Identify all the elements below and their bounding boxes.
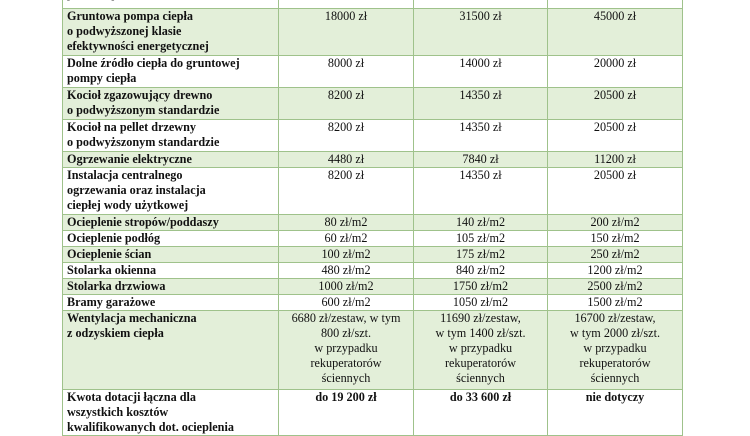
table-row: [63, 279, 683, 295]
cell-line: Ocieplenie ścian: [67, 247, 152, 261]
cell-line: 600 zł/m2: [321, 295, 371, 309]
table-row: [63, 215, 683, 231]
cell-line: rekuperatorów: [579, 356, 651, 370]
table-cell-value-3: [548, 279, 683, 295]
cell-line: 4480 zł: [327, 152, 365, 166]
table-cell-value-3: [548, 88, 683, 120]
table-cell-value-1: [279, 9, 414, 56]
table-cell-value-3: [548, 247, 683, 263]
cell-line: 8200 zł: [327, 168, 365, 182]
table-row: [63, 56, 683, 88]
table-cell-name: [63, 215, 279, 231]
table-cell-value-3: [548, 231, 683, 247]
table-cell: [279, 0, 414, 9]
table-row: [63, 88, 683, 120]
cell-line: rekuperatorów: [310, 356, 382, 370]
cell-line: 20500 zł: [593, 168, 637, 182]
table-cell-value-1: [279, 120, 414, 152]
cell-line: ściennych: [456, 371, 505, 385]
table-row: [63, 9, 683, 56]
cell-line: 14350 zł: [459, 168, 502, 182]
cell-line: Bramy garażowe: [67, 295, 156, 309]
table-cell-value-1: [279, 295, 414, 311]
cell-line: w tym 2000 zł/szt.: [569, 326, 661, 340]
cell-line: w przypadku: [448, 341, 513, 355]
cell-line: Wentylacja mechaniczna: [67, 311, 197, 325]
cell-line: Kwota dotacji łączna dla: [67, 390, 196, 404]
cell-line: Gruntowa pompa ciepła: [67, 9, 193, 23]
cell-line: Instalacja centralnego: [67, 168, 183, 182]
table-cell-value-1: [279, 247, 414, 263]
table-cell-value-1: [279, 152, 414, 168]
table-cell-name: [63, 88, 279, 120]
cell-line: 1000 zł/m2: [318, 279, 374, 293]
cell-line: 840 zł/m2: [455, 263, 506, 277]
cell-line: do 19 200 zł: [315, 390, 377, 404]
table-cell-value-3: [548, 390, 683, 436]
cell-line: Ogrzewanie elektryczne: [67, 152, 192, 166]
cell-line: 1200 zł/m2: [587, 263, 643, 277]
table-cell-value-2: [414, 9, 548, 56]
table-row: [63, 168, 683, 215]
cell-line: o podwyższonym standardzie: [67, 103, 220, 117]
cell-line: Stolarka drzwiowa: [67, 279, 166, 293]
cell-line: z odzyskiem ciepła: [67, 326, 164, 340]
cell-line: ciepłej wody użytkowej: [67, 198, 189, 212]
cell-line: ściennych: [590, 371, 640, 385]
table-cell-value-3: [548, 56, 683, 88]
table-cell-value-1: [279, 263, 414, 279]
cell-line: 14350 zł: [459, 88, 502, 102]
cell-line: Kocioł zgazowujący drewno: [67, 88, 213, 102]
table-cell-value-3: [548, 120, 683, 152]
cell-line: Kocioł na pellet drzewny: [67, 120, 196, 134]
table-row: [63, 263, 683, 279]
table-cell-name: [63, 295, 279, 311]
cell-line: 45000 zł: [593, 9, 637, 23]
table-cell-value-2: [414, 120, 548, 152]
table-row: [63, 152, 683, 168]
cell-line: 6680 zł/zestaw, w tym: [291, 311, 401, 325]
table-cell-value-2: [414, 56, 548, 88]
table-cell-name: [63, 120, 279, 152]
cell-line: ściennych: [321, 371, 371, 385]
table-cell-value-2: [414, 247, 548, 263]
cell-line: 60 zł/m2: [324, 231, 368, 245]
table-cell-value-2: [414, 390, 548, 436]
table-cell: [414, 0, 548, 9]
cell-line: 105 zł/m2: [455, 231, 506, 245]
cell-line: 1050 zł/m2: [452, 295, 509, 309]
cell-line: 8000 zł: [327, 56, 365, 70]
table-cell-value-2: [414, 88, 548, 120]
table-cell-value-1: [279, 168, 414, 215]
table-cell-value-3: [548, 295, 683, 311]
cell-line: kwalifikowanych dot. ocieplenia: [67, 420, 234, 434]
table-cell-value-1: [279, 231, 414, 247]
cell-line: pompy ciepła: [67, 71, 137, 85]
cell-line: o podwyższonej klasie: [67, 24, 182, 38]
cell-line: efektywności energetycznej: [67, 39, 209, 53]
table-row-partial: [63, 0, 683, 9]
table-cell-name: [63, 168, 279, 215]
cell-line: 150 zł/m2: [590, 231, 640, 245]
cell-line: 175 zł/m2: [455, 247, 506, 261]
table-cell-value-1: [279, 311, 414, 390]
table-row: [63, 295, 683, 311]
cell-line: 7840 zł: [462, 152, 499, 166]
table-cell: [548, 0, 683, 9]
cell-line: 14000 zł: [459, 56, 502, 70]
cell-line: 140 zł/m2: [455, 215, 506, 229]
cell-line: do 33 600 zł: [449, 390, 512, 404]
table-cell-value-3: [548, 9, 683, 56]
cell-line: nie dotyczy: [585, 390, 645, 404]
table-cell-value-2: [414, 168, 548, 215]
table-cell-value-1: [279, 215, 414, 231]
table-cell-value-2: [414, 215, 548, 231]
cell-line: 20500 zł: [593, 88, 637, 102]
cell-line: 31500 zł: [459, 9, 502, 23]
table-cell-value-2: [414, 263, 548, 279]
table-cell-value-1: [279, 279, 414, 295]
table-cell-name: [63, 9, 279, 56]
table-cell-value-1: [279, 390, 414, 436]
table-row: [63, 247, 683, 263]
cell-line: Dolne źródło ciepła do gruntowej: [67, 56, 240, 70]
cell-line: 8200 zł: [327, 120, 365, 134]
cell-line: 480 zł/m2: [321, 263, 371, 277]
cell-line: 1750 zł/m2: [452, 279, 509, 293]
table-cell-name: [63, 311, 279, 390]
table-cell-name: [63, 0, 279, 9]
cell-line: 14350 zł: [459, 120, 502, 134]
cell-line: 20000 zł: [593, 56, 637, 70]
cell-line: 800 zł/szt.: [320, 326, 372, 340]
cell-line: ogrzewania oraz instalacja: [67, 183, 206, 197]
cell-line: o podwyższonym standardzie: [67, 135, 220, 149]
table-cell-value-2: [414, 311, 548, 390]
cell-line: 200 zł/m2: [590, 215, 640, 229]
table-cell-value-1: [279, 56, 414, 88]
cell-line: 250 zł/m2: [590, 247, 640, 261]
table-cell-value-1: [279, 88, 414, 120]
table-row: [63, 390, 683, 436]
table-cell-value-3: [548, 215, 683, 231]
table-cell-name: [63, 56, 279, 88]
table-cell-value-3: [548, 152, 683, 168]
cell-line: Ocieplenie stropów/poddaszy: [67, 215, 219, 229]
cell-line: 8200 zł: [327, 88, 365, 102]
table-row: [63, 231, 683, 247]
table-cell-name: [63, 279, 279, 295]
table-cell-value-3: [548, 311, 683, 390]
cell-line: w tym 1400 zł/szt.: [435, 326, 526, 340]
cell-line: w przypadku: [314, 341, 378, 355]
cell-line: 80 zł/m2: [324, 215, 368, 229]
cell-line: Stolarka okienna: [67, 263, 157, 277]
table-cell-name: [63, 390, 279, 436]
table-cell-value-3: [548, 263, 683, 279]
cell-line: wszystkich kosztów: [67, 405, 169, 419]
cell-line: 100 zł/m2: [321, 247, 371, 261]
cell-line: 11200 zł: [594, 152, 636, 166]
cell-line: w przypadku: [583, 341, 647, 355]
table-cell-name: [63, 231, 279, 247]
cell-line: 2500 zł/m2: [587, 279, 643, 293]
cell-line: 1500 zł/m2: [587, 295, 643, 309]
cell-line: rekuperatorów: [444, 356, 517, 370]
table-cell-value-3: [548, 168, 683, 215]
cell-line: Ocieplenie podłóg: [67, 231, 161, 245]
table-cell-name: [63, 247, 279, 263]
subsidy-table: [62, 0, 683, 436]
table-row: [63, 120, 683, 152]
table-cell-name: [63, 152, 279, 168]
cell-line: 16700 zł/zestaw,: [574, 311, 656, 325]
cell-line: 20500 zł: [593, 120, 637, 134]
cell-line: 18000 zł: [324, 9, 368, 23]
partial-row-label: [67, 0, 274, 1]
table-row: [63, 311, 683, 390]
table-cell-value-2: [414, 279, 548, 295]
table-cell-name: [63, 263, 279, 279]
table-cell-value-2: [414, 152, 548, 168]
table-cell-value-2: [414, 295, 548, 311]
table-cell-value-2: [414, 231, 548, 247]
cell-line: 11690 zł/zestaw,: [440, 311, 521, 325]
